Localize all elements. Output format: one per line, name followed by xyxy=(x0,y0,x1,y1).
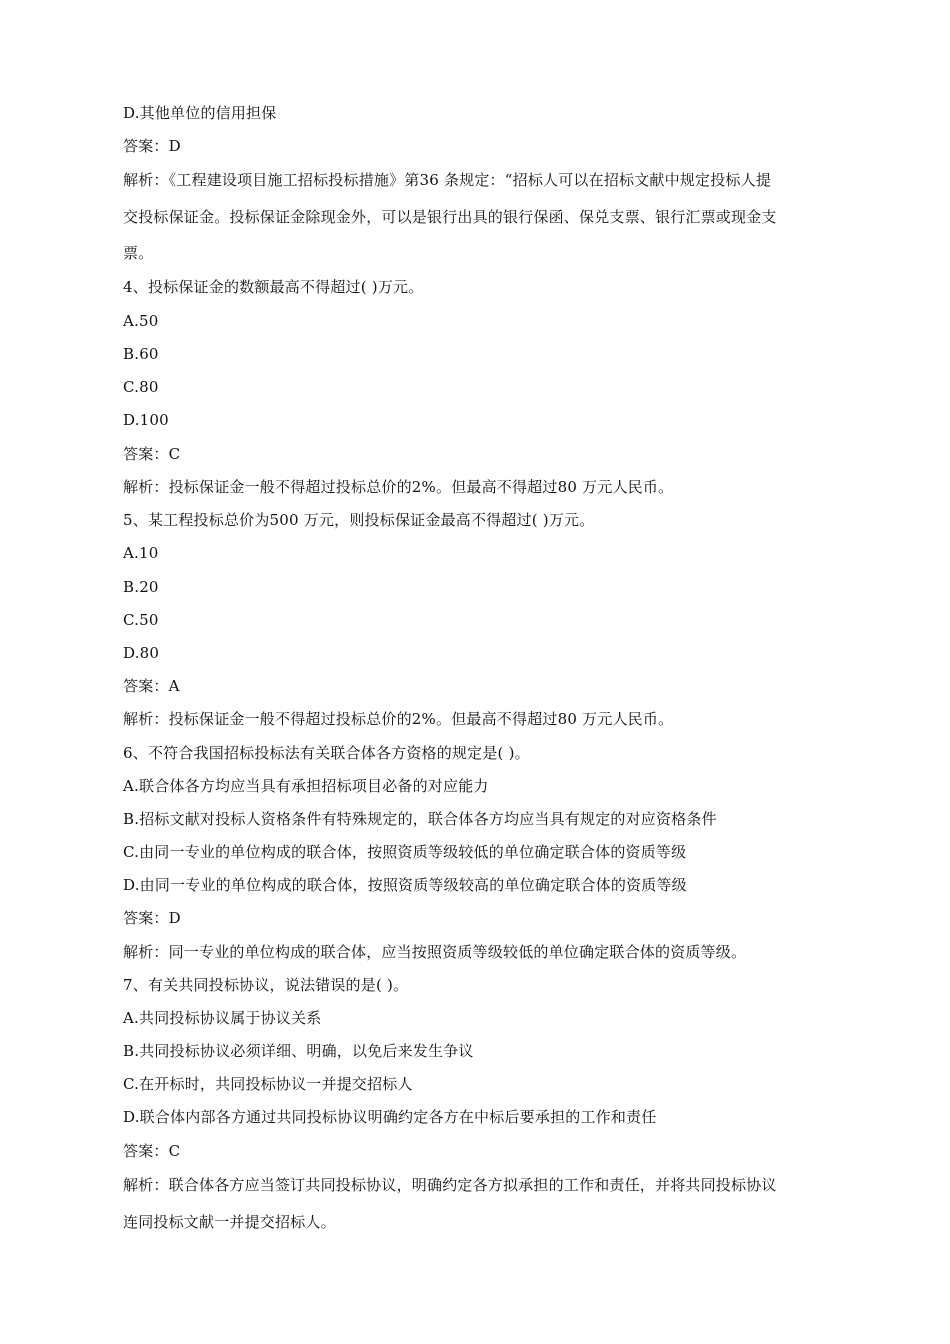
option-a-q7: A.共同投标协议属于协议关系 xyxy=(123,1009,322,1027)
answer-q3: 答案：D xyxy=(123,137,181,155)
option-c-q4: C.80 xyxy=(123,378,159,396)
explanation-q7-line2: 连同投标文献一并提交招标人。 xyxy=(123,1213,336,1231)
option-c-q7: C.在开标时，共同投标协议一并提交招标人 xyxy=(123,1075,413,1093)
answer-q7: 答案：C xyxy=(123,1142,181,1160)
option-a-q5: A.10 xyxy=(123,544,159,562)
explanation-q7-line1: 解析：联合体各方应当签订共同投标协议，明确约定各方拟承担的工作和责任，并将共同投标协议 xyxy=(123,1176,777,1194)
option-d-q5: D.80 xyxy=(123,644,160,662)
option-a-q4: A.50 xyxy=(123,312,159,330)
option-c-q6: C.由同一专业的单位构成的联合体，按照资质等级较低的单位确定联合体的资质等级 xyxy=(123,843,687,861)
explanation-q5: 解析：投标保证金一般不得超过投标总价的2%。但最高不得超过80 万元人民币。 xyxy=(123,710,674,728)
option-d-q6: D.由同一专业的单位构成的联合体，按照资质等级较高的单位确定联合体的资质等级 xyxy=(123,876,687,894)
option-b-q4: B.60 xyxy=(123,345,159,363)
option-a-q6: A.联合体各方均应当具有承担招标项目必备的对应能力 xyxy=(123,777,489,795)
explanation-q3-line2: 交投标保证金。投标保证金除现金外，可以是银行出具的银行保函、保兑支票、银行汇票或现金支 xyxy=(123,208,777,226)
answer-q6: 答案：D xyxy=(123,909,181,927)
question-5: 5、某工程投标总价为500 万元，则投标保证金最高不得超过( )万元。 xyxy=(123,511,595,529)
option-b-q7: B.共同投标协议必须详细、明确，以免后来发生争议 xyxy=(123,1042,474,1060)
option-b-q5: B.20 xyxy=(123,578,159,596)
explanation-q3-line3: 票。 xyxy=(123,244,154,262)
question-6: 6、不符合我国招标投标法有关联合体各方资格的规定是( )。 xyxy=(123,744,530,762)
option-d-q3: D.其他单位的信用担保 xyxy=(123,104,277,122)
explanation-q6: 解析：同一专业的单位构成的联合体，应当按照资质等级较低的单位确定联合体的资质等级。 xyxy=(123,943,747,961)
option-b-q6: B.招标文献对投标人资格条件有特殊规定的，联合体各方均应当具有规定的对应资格条件 xyxy=(123,810,717,828)
option-c-q5: C.50 xyxy=(123,611,159,629)
option-d-q4: D.100 xyxy=(123,411,169,429)
explanation-q4: 解析：投标保证金一般不得超过投标总价的2%。但最高不得超过80 万元人民币。 xyxy=(123,478,674,496)
explanation-q3-line1: 解析：《工程建设项目施工招标投标措施》第36 条规定：“招标人可以在招标文献中规定投标人提 xyxy=(123,171,772,189)
question-7: 7、有关共同投标协议，说法错误的是( )。 xyxy=(123,976,409,994)
answer-q5: 答案：A xyxy=(123,677,180,695)
answer-q4: 答案：C xyxy=(123,445,181,463)
option-d-q7: D.联合体内部各方通过共同投标协议明确约定各方在中标后要承担的工作和责任 xyxy=(123,1108,657,1126)
question-4: 4、投标保证金的数额最高不得超过( )万元。 xyxy=(123,278,424,296)
